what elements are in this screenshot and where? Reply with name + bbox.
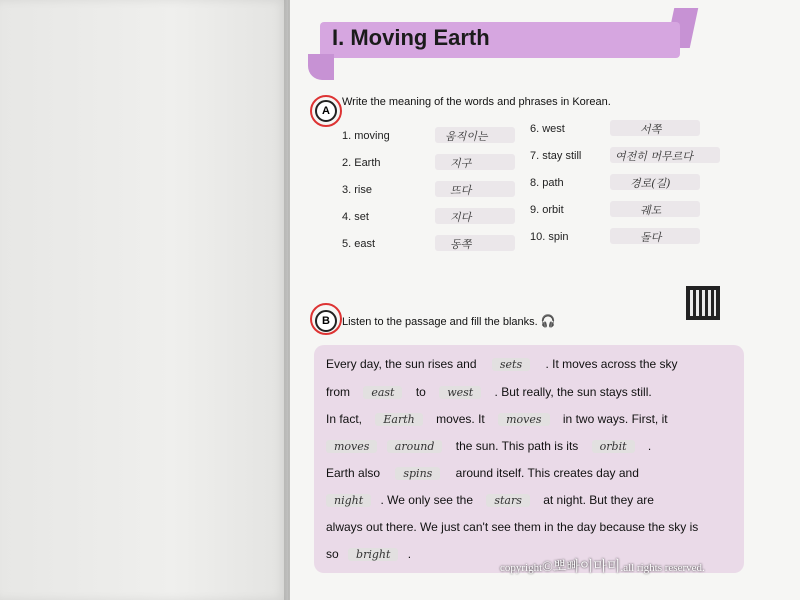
vocab-item-5-label: 5. east [342, 238, 376, 250]
vocab-item-1-label: 1. moving [342, 130, 390, 142]
passage-line-1 [326, 357, 678, 371]
passage-line-8 [326, 547, 411, 561]
text-segment: to [415, 385, 426, 399]
text-segment: in two ways. First, it [562, 412, 668, 426]
vocab-item-3-answer: 뜨다 [450, 184, 472, 197]
vocab-item-7-label: 7. stay still [530, 150, 582, 162]
text-segment: moves. It [436, 412, 485, 426]
vocab-item-7-answer: 여전히 머무르다 [615, 150, 693, 163]
vocab-item-6-answer: 서쪽 [640, 123, 662, 136]
section-a-marker: A [315, 100, 337, 122]
text-segment: always out there. We just can't see them in the day because the sky is [326, 520, 699, 534]
text-segment: Every day, the sun rises and [326, 357, 477, 371]
blank-answer: orbit [592, 440, 635, 453]
vocab-item-3-box [435, 181, 515, 197]
vocab-item-3-label: 3. rise [342, 184, 372, 196]
title-ribbon-tail [308, 54, 334, 80]
vocab-item-10-answer: 돌다 [640, 231, 662, 244]
vocab-item-8-answer: 경로(길) [630, 177, 671, 190]
vocab-item-9-answer: 궤도 [640, 204, 662, 217]
passage-line-4 [326, 439, 651, 453]
copyright-name: 뽀빠이마미 [552, 560, 621, 575]
blank-answer: sets [492, 358, 530, 371]
text-segment: around itself. This creates day and [455, 466, 639, 480]
section-a-instruction: Write the meaning of the words and phrases in Korean. [342, 96, 611, 108]
blank-answer: around [387, 440, 443, 453]
vocab-item-4-box [435, 208, 515, 224]
listening-passage-box [314, 345, 744, 573]
copyright-symbol: © [542, 560, 553, 575]
passage-line-5 [326, 466, 639, 480]
qr-code-icon[interactable] [686, 286, 720, 320]
vocab-item-4-label: 4. set [342, 211, 369, 223]
section-b-instruction-text: Listen to the passage and fill the blanks. [342, 316, 538, 328]
blank-answer: bright [348, 548, 398, 561]
passage-line-7 [326, 520, 698, 534]
section-b-marker: B [315, 310, 337, 332]
headphone-icon: 🎧 [540, 314, 556, 328]
vocab-item-6-label: 6. west [530, 123, 565, 135]
vocab-item-2-label: 2. Earth [342, 157, 381, 169]
blank-answer: east [363, 386, 402, 399]
left-page [0, 0, 288, 600]
blank-answer: moves [498, 413, 549, 426]
page-title: I. Moving Earth [332, 25, 490, 50]
passage-line-6 [326, 493, 654, 507]
blank-answer: spins [395, 467, 440, 480]
vocab-item-4-answer: 지다 [450, 211, 472, 224]
copyright-suffix: .all rights reserved. [620, 562, 705, 574]
vocab-item-2-box [435, 154, 515, 170]
passage-line-3 [326, 412, 668, 426]
vocab-item-8-label: 8. path [530, 177, 564, 189]
blank-answer: night [326, 494, 371, 507]
text-segment: In fact, [326, 412, 363, 426]
vocab-item-1-answer: 움직이는 [445, 130, 488, 143]
text-segment: so [326, 547, 339, 561]
vocab-item-9-label: 9. orbit [530, 204, 564, 216]
blank-answer: west [439, 386, 481, 399]
blank-answer: stars [486, 494, 530, 507]
text-segment: . We only see the [380, 493, 473, 507]
text-segment: . [407, 547, 412, 561]
text-segment: . But really, the sun stays still. [494, 385, 652, 399]
blank-answer: Earth [375, 413, 422, 426]
text-segment: from [326, 385, 350, 399]
text-segment: . [647, 439, 652, 453]
vocab-item-10-label: 10. spin [530, 231, 569, 243]
vocab-item-5-answer: 동쪽 [450, 238, 472, 251]
text-segment: the sun. This path is its [455, 439, 579, 453]
vocab-item-2-answer: 지구 [450, 157, 472, 170]
passage-line-2 [326, 385, 652, 399]
text-segment: Earth also [326, 466, 381, 480]
text-segment: at night. But they are [543, 493, 654, 507]
blank-answer: moves [326, 440, 377, 453]
vocab-item-5-box [435, 235, 515, 251]
right-page [290, 0, 800, 600]
copyright-prefix: copyright [500, 562, 543, 574]
section-b-instruction [342, 314, 556, 328]
text-segment: . It moves across the sky [545, 357, 678, 371]
copyright-watermark [500, 556, 705, 576]
